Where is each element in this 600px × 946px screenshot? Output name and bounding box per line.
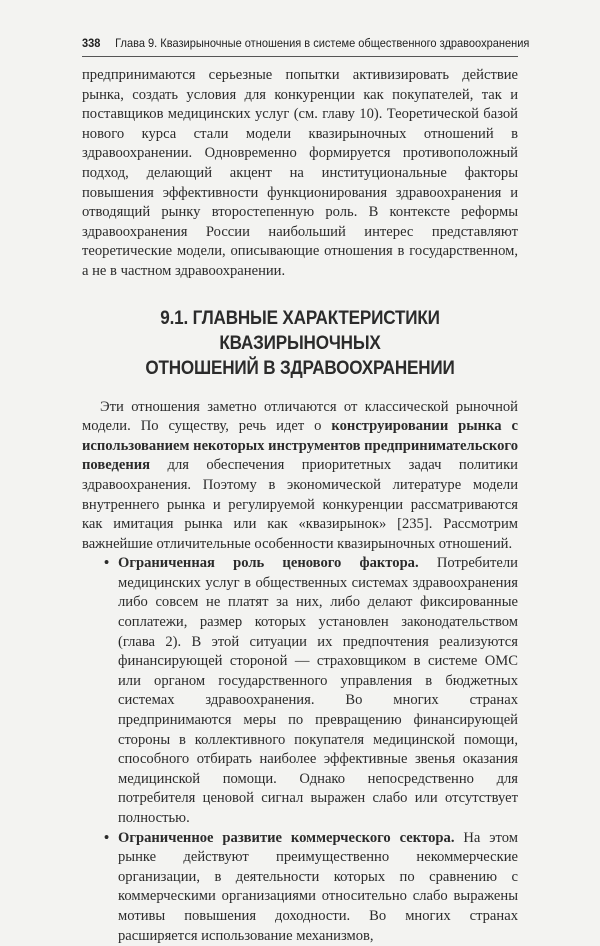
- paragraph-text-start: Эти отношения заметно отличаются от классической рыночной модели. По существу, речь идет о: [82, 398, 518, 435]
- feature-list: [82, 554, 518, 946]
- running-title: Глава 9. Квазирыночные отношения в системе общественного здравоохранения: [115, 36, 530, 50]
- paragraph-text-end: для обеспечения приоритетных задач политики здравоохранения. Поэтому в экономической литературе модели внутреннего рынка и регулируемой конкуренции рассматриваются как имитация рынка или как «квазирынок» [235]. Рассмотрим важнейшие отличительные особенности квазирыночных отношений.: [82, 457, 518, 552]
- emphasis-text: конструировании рынка с использованием некоторых инструментов предпринимательского поведения: [82, 418, 518, 474]
- list-item-text: Потребители медицинских услуг в общественных системах здравоохранения либо совсем не платят за них, либо делают фиксированные соплатежи, размер которых установлен законодательством (глава 2). В этой ситуации их предпочтения реализуются финансирующей стороной — страховщиком в системе ОМС или органом государственного управления в бюджетных системах здравоохранения. Во многих странах предпринимаются меры по превращению финансирующей стороны в коллективного покупателя медицинской помощи, способного отбирать наиболее эффективные звенья оказания медицинской помощи. Однако непосредственно для потребителя ценовой сигнал выражен слабо или отсутствует полностью.: [118, 555, 518, 826]
- section-paragraph: [82, 398, 518, 555]
- list-item-text: На этом рынке действуют преимущественно некоммерческие организации, в деятельности которых по сравнению с коммерческими организациями относительно слабо выражены мотивы повышения доходности. Во многих странах расширяется использование механизмов,: [118, 829, 518, 944]
- page-body: [82, 66, 518, 946]
- running-head: [82, 36, 530, 50]
- section-heading: [104, 306, 496, 381]
- page-number: 338: [82, 36, 101, 50]
- intro-paragraph: предпринимаются серьезные попытки активизировать действие рынка, создать условия для конкуренции как покупателей, так и поставщиков медицинских услуг (см. главу 10). Теоретической базой нового курса стали модели квазирыночных отношений в здравоохранении. Одновременно формируется противоположный подход, делающий акцент на институциональные факторы повышения эффективности функционирования здравоохранения и отводящий рынку второстепенную роль. В контексте реформы здравоохранения России наибольший интерес представляют теоретические модели, описывающие отношения в государственном, а не в частном здравоохранении.: [82, 67, 518, 279]
- list-item: [82, 554, 518, 828]
- header-rule: [82, 56, 518, 57]
- bullet-icon: •: [104, 829, 110, 846]
- list-item-term: Ограниченная роль ценового фактора.: [118, 555, 419, 572]
- section-heading-line-2: ОТНОШЕНИЙ В ЗДРАВООХРАНЕНИИ: [145, 357, 455, 379]
- bullet-icon: •: [104, 555, 110, 572]
- list-item: [82, 829, 518, 946]
- section-heading-line-1: 9.1. ГЛАВНЫЕ ХАРАКТЕРИСТИКИ КВАЗИРЫНОЧНЫХ: [160, 307, 440, 354]
- list-item-term: Ограниченное развитие коммерческого сектора.: [118, 829, 455, 846]
